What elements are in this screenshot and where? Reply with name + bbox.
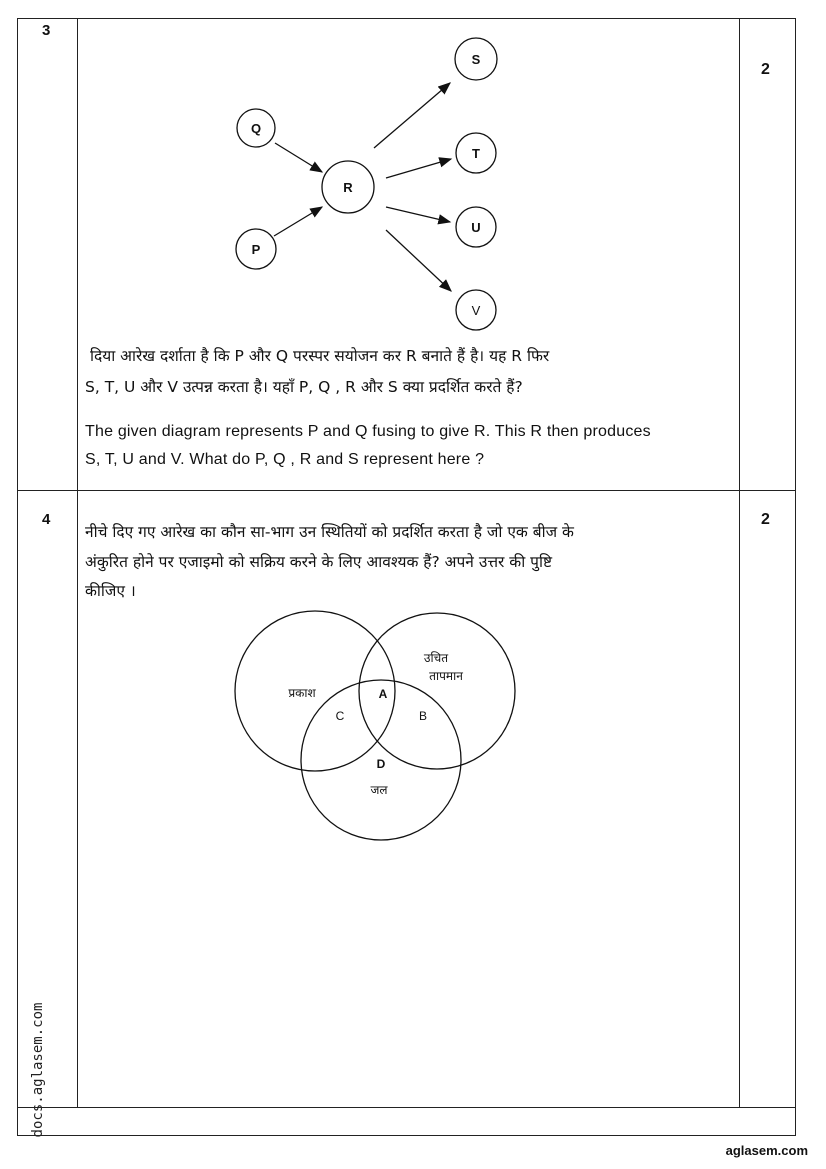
- row-divider-middle: [17, 490, 796, 491]
- q4-hindi-line-1: नीचे दिए गए आरेख का कौन सा-भाग उन स्थितियों को प्रदर्शित करता है जो एक बीज के: [85, 523, 574, 541]
- node-u-label: U: [471, 220, 481, 235]
- row-divider-bottom: [17, 1107, 796, 1108]
- question-number-3: 3: [42, 22, 51, 39]
- venn-region-a: A: [378, 687, 388, 701]
- marks-question-4: 2: [761, 511, 770, 528]
- node-q-label: Q: [250, 121, 262, 136]
- marks-question-3: 2: [761, 61, 770, 78]
- q3-english-line-1: The given diagram represents P and Q fusing to give R. This R then produces: [85, 423, 651, 440]
- venn-region-c: C: [335, 709, 345, 723]
- q3-english-line-2: S, T, U and V. What do P, Q , R and S represent here ?: [85, 451, 485, 468]
- node-r-label: R: [343, 180, 353, 195]
- pqr-flow-diagram: [0, 0, 826, 340]
- question-number-4: 4: [42, 511, 51, 528]
- q4-hindi-line-3: कीजिए ।: [85, 582, 136, 600]
- arrow-r-to-s: [374, 83, 450, 148]
- venn-region-b: B: [418, 709, 428, 723]
- venn-region-d: D: [376, 757, 386, 771]
- arrow-q-to-r: [275, 143, 322, 172]
- q3-hindi-line-1: दिया आरेख दर्शाता है कि P और Q परस्पर सयोजन कर R बनाते हैं है। यह R फिर: [90, 347, 550, 365]
- q4-hindi-line-2: अंकुरित होने पर एजाइमो को सक्रिय करने के लिए आवश्यक हैं? अपने उत्तर की पुष्टि: [85, 553, 553, 571]
- q3-hindi-line-2: S, T, U और V उत्पन्न करता है। यहाँ P, Q , R और S क्या प्रदर्शित करते हैं?: [85, 378, 523, 396]
- side-watermark: docs.aglasem.com: [30, 1002, 46, 1138]
- venn-label-temperature-1: उचित: [423, 651, 449, 665]
- bottom-watermark: aglasem.com: [725, 1143, 808, 1158]
- node-t-label: T: [472, 146, 480, 161]
- arrow-p-to-r: [274, 207, 322, 236]
- arrow-r-to-t: [386, 159, 451, 178]
- arrow-r-to-u: [386, 207, 450, 222]
- venn-label-water: जल: [370, 783, 388, 797]
- venn-label-temperature-2: तापमान: [429, 669, 463, 683]
- arrow-r-to-v: [386, 230, 451, 291]
- venn-label-light: प्रकाश: [288, 686, 316, 700]
- node-s-label: S: [471, 52, 481, 67]
- venn-diagram: [0, 600, 826, 860]
- node-p-label: P: [251, 242, 261, 257]
- node-v-label: V: [471, 303, 481, 318]
